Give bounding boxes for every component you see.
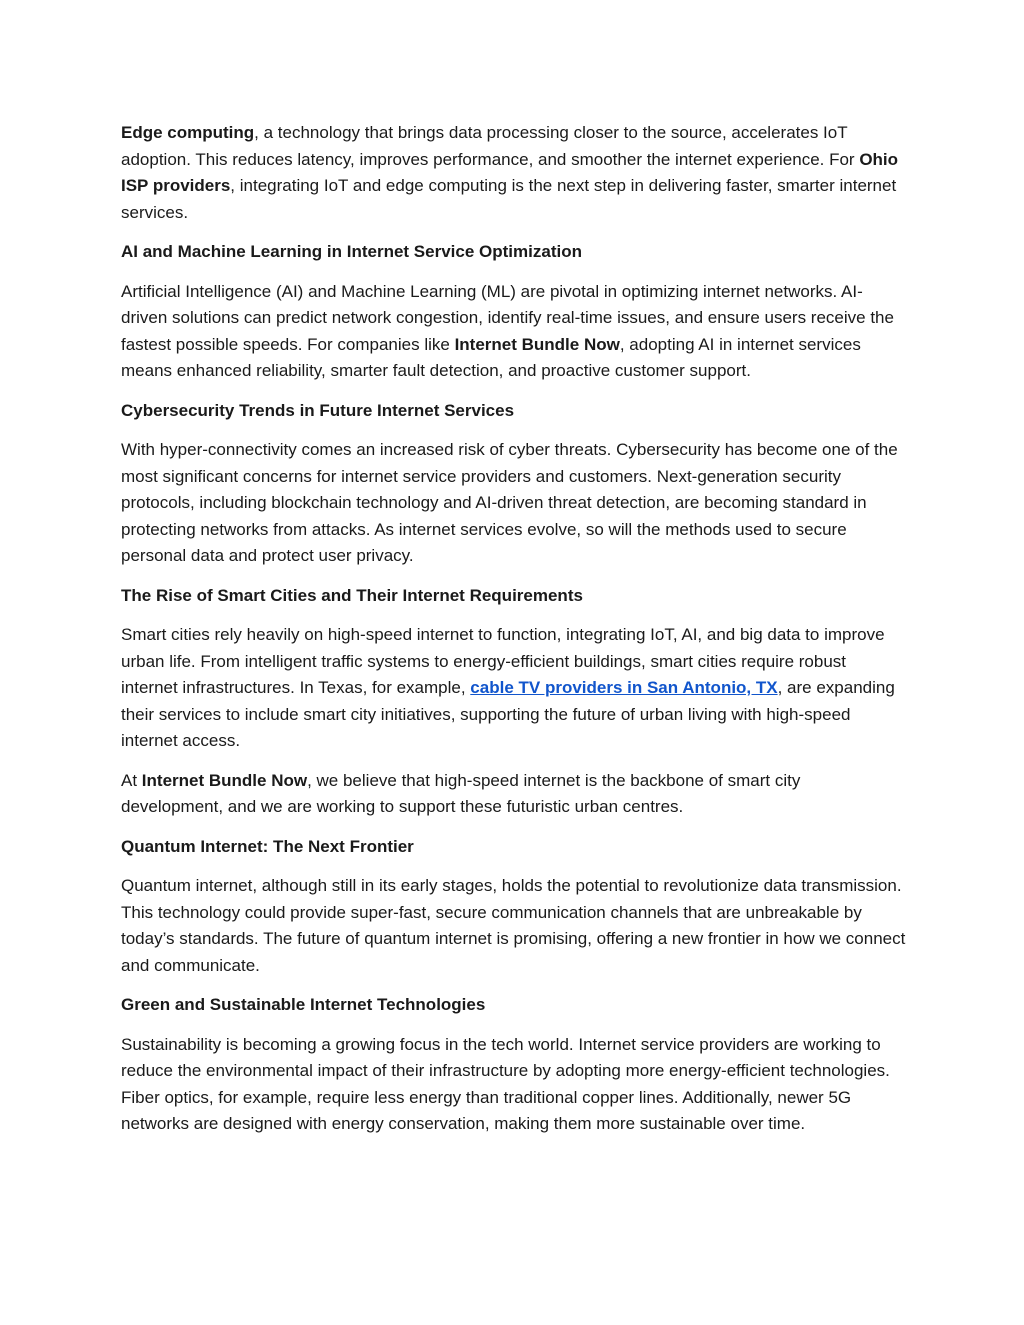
ai-bold-brand: Internet Bundle Now xyxy=(454,334,620,354)
intro-text-1: , a technology that brings data processing closer to the source, accelerates IoT adoption. This reduces latency, improves performance, and smoother the internet experience. For xyxy=(121,123,860,169)
cable-tv-providers-link[interactable]: cable TV providers in San Antonio, TX xyxy=(470,678,778,697)
smart-cities-text-1: Smart cities rely heavily on high-speed internet to function, integrating IoT, AI, and big data to improve urban life. From intelligent traffic systems to energy-efficient buildings, smart cities require robust internet infrastructures. In Texas, for example, xyxy=(121,625,885,697)
smart-cities-text-2: , are expanding their services to include smart city initiatives, supporting the future of urban living with high-speed internet access. xyxy=(121,678,895,750)
quantum-paragraph: Quantum internet, although still in its early stages, holds the potential to revolutionize data transmission. This technology could provide super-fast, secure communication channels that are unbreakable by today’s standards. The future of quantum internet is promising, offering a new frontier in how we connect and communicate. xyxy=(121,876,906,975)
security-paragraph: With hyper-connectivity comes an increased risk of cyber threats. Cybersecurity has become one of the most significant concerns for internet service providers and customers. Next-generation security protocols, including blockchain technology and AI-driven threat detection, are becoming standard in protecting networks from attacks. As internet services evolve, so will the methods used to secure personal data and protect user privacy. xyxy=(121,440,898,565)
bundle-paragraph xyxy=(121,768,907,821)
ai-heading: AI and Machine Learning in Internet Service Optimization xyxy=(121,242,582,261)
quantum-heading: Quantum Internet: The Next Frontier xyxy=(121,836,414,856)
green-paragraph: Sustainability is becoming a growing focus in the tech world. Internet service providers are working to reduce the environmental impact of their infrastructure by adopting more energy-efficient technologies. Fiber optics, for example, require less energy than traditional copper lines. Additionally, newer 5G networks are designed with energy conservation, making them more sustainable over time. xyxy=(121,1034,890,1133)
smart-cities-heading: The Rise of Smart Cities and Their Internet Requirements xyxy=(121,585,583,605)
bundle-bold-brand: Internet Bundle Now xyxy=(141,770,308,790)
document-page xyxy=(121,120,907,1151)
intro-paragraph xyxy=(121,120,907,226)
bundle-text-2: , we believe that high-speed internet is the backbone of smart city development, and we are working to support these futuristic urban centres. xyxy=(121,770,801,816)
ai-text-1: Artificial Intelligence (AI) and Machine Learning (ML) are pivotal in optimizing internet networks. AI-driven solutions can predict network congestion, identify real-time issues, and ensure users receive the fastest possible speeds. For companies like xyxy=(121,281,894,354)
edge-computing-term: Edge computing xyxy=(121,123,255,142)
green-heading: Green and Sustainable Internet Technologies xyxy=(121,995,486,1014)
ai-text-2: , adopting AI in internet services means enhanced reliability, smarter fault detection, and proactive customer support. xyxy=(121,334,861,380)
bundle-text-1: At xyxy=(121,770,142,790)
security-heading: Cybersecurity Trends in Future Internet Services xyxy=(121,400,515,420)
smart-cities-paragraph xyxy=(121,622,907,755)
intro-text-2: , integrating IoT and edge computing is the next step in delivering faster, smarter internet services. xyxy=(121,176,897,222)
ohio-isp-term: Ohio ISP providers xyxy=(121,149,899,195)
ai-paragraph xyxy=(121,279,907,385)
